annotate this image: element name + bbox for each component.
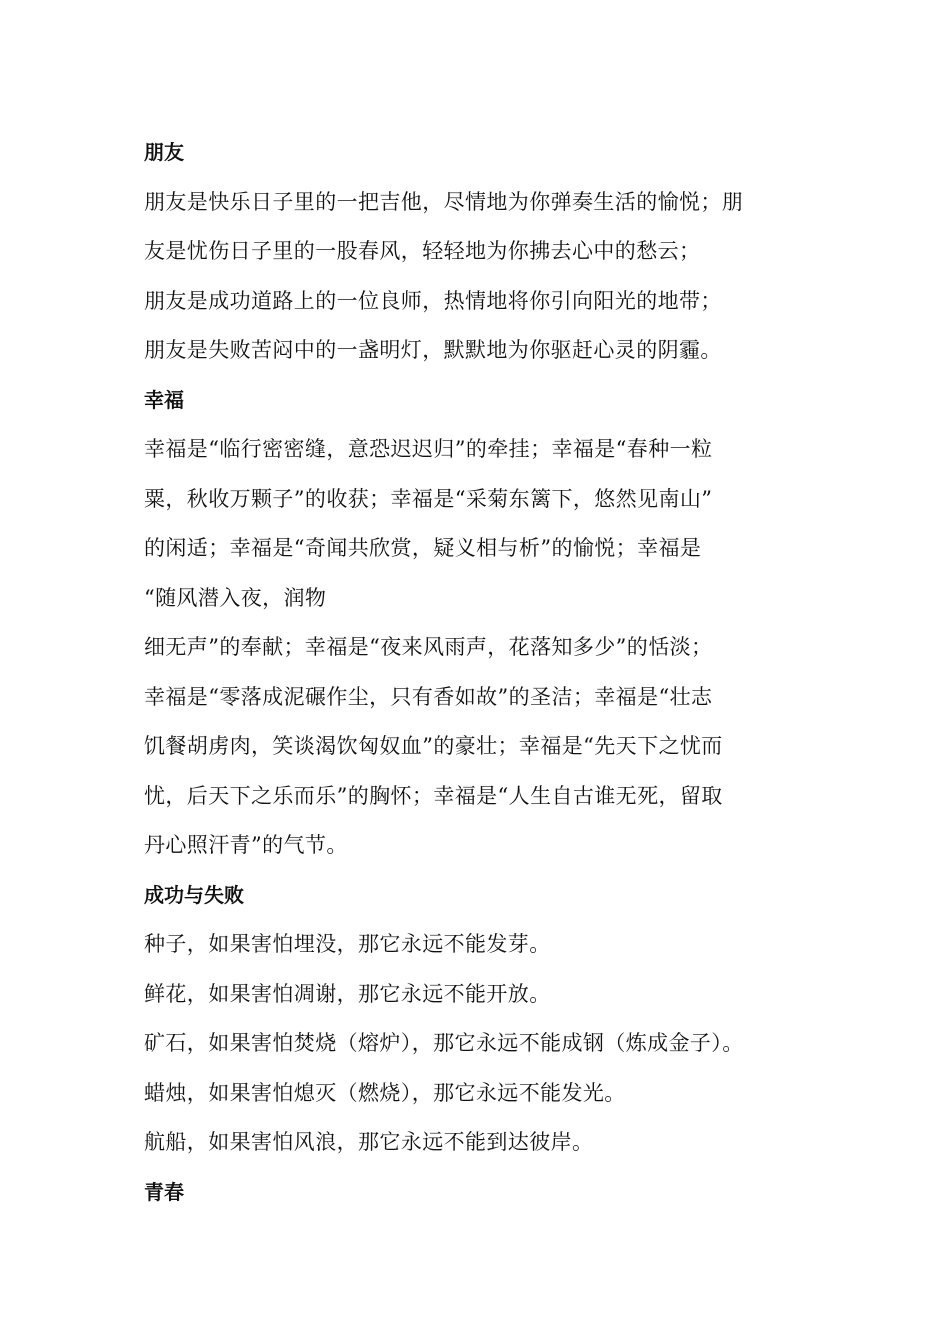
paragraph-line: 朋友是快乐日子里的一把吉他，尽情地为你弹奏生活的愉悦；朋 bbox=[144, 189, 744, 214]
section-heading-friend: 朋友 bbox=[144, 140, 184, 164]
paragraph-line: 粟，秋收万颗子”的收获；幸福是“采菊东篱下，悠然见南山” bbox=[144, 486, 713, 511]
paragraph-line: 种子，如果害怕埋没，那它永远不能发芽。 bbox=[144, 932, 551, 956]
paragraph-line: 饥餐胡虏肉，笑谈渴饮匈奴血”的豪壮；幸福是“先天下之忧而 bbox=[144, 734, 723, 758]
paragraph-line: 细无声”的奉献；幸福是“夜来风雨声，花落知多少”的恬淡； bbox=[144, 635, 713, 659]
section-heading-youth: 青春 bbox=[144, 1179, 184, 1204]
document-body bbox=[144, 128, 824, 1217]
paragraph-line: “随风潜入夜，润物 bbox=[144, 585, 327, 610]
section-heading-happiness: 幸福 bbox=[144, 387, 184, 412]
paragraph-line: 朋友是成功道路上的一位良师，热情地将你引向阳光的地带； bbox=[144, 288, 722, 313]
paragraph-line: 航船，如果害怕风浪，那它永远不能到达彼岸。 bbox=[144, 1130, 594, 1154]
paragraph-line: 矿石，如果害怕焚烧（熔炉），那它永远不能成钢（炼成金子）。 bbox=[144, 1031, 744, 1055]
paragraph-line: 鲜花，如果害怕凋谢，那它永远不能开放。 bbox=[144, 981, 551, 1006]
paragraph-line: 忧，后天下之乐而乐”的胸怀；幸福是“人生自古谁无死，留取 bbox=[144, 783, 723, 808]
paragraph-line: 朋友是失败苦闷中的一盏明灯，默默地为你驱赶心灵的阴霾。 bbox=[144, 338, 722, 362]
paragraph-line: 幸福是“零落成泥碾作尘，只有香如故”的圣洁；幸福是“壮志 bbox=[144, 684, 713, 709]
paragraph-line: 幸福是“临行密密缝，意恐迟迟归”的牵挂；幸福是“春种一粒 bbox=[144, 437, 713, 461]
section-heading-success-failure: 成功与失败 bbox=[144, 882, 244, 907]
paragraph-line: 的闲适；幸福是“奇闻共欣赏，疑义相与析”的愉悦；幸福是 bbox=[144, 536, 702, 560]
paragraph-line: 丹心照汗青”的气节。 bbox=[144, 833, 348, 857]
paragraph-line: 蜡烛，如果害怕熄灭（燃烧），那它永远不能发光。 bbox=[144, 1080, 626, 1105]
paragraph-line: 友是忧伤日子里的一股春风，轻轻地为你拂去心中的愁云； bbox=[144, 239, 701, 263]
